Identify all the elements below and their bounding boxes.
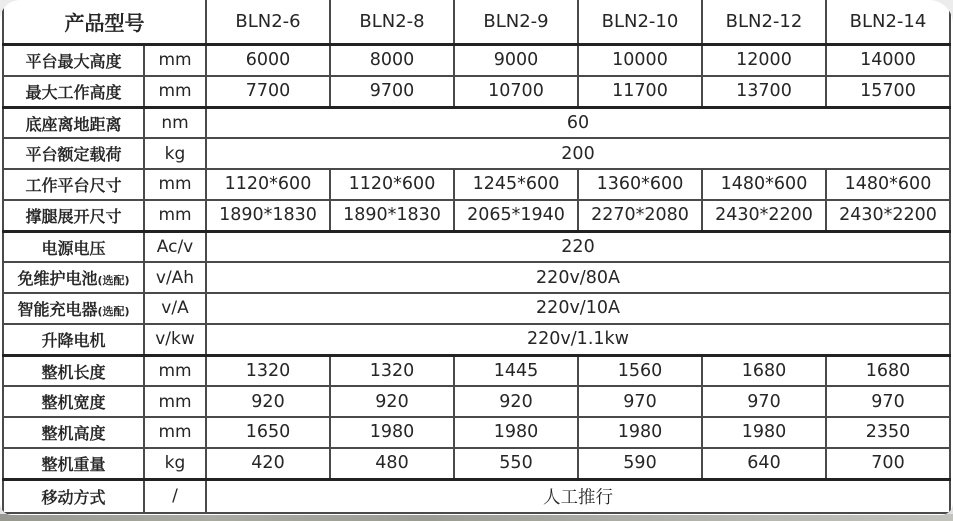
model-header-cell: BLN2-10 [578, 0, 702, 45]
unit-cell: mm [144, 386, 206, 417]
row-label-cell [3, 107, 144, 138]
value-cell: 640 [702, 448, 826, 479]
spec-row [3, 417, 950, 448]
value-cell: 1980 [330, 417, 454, 448]
row-label-text: 整机高度 [41, 423, 106, 443]
value-cell: 13700 [702, 76, 826, 107]
value-cell: 1680 [826, 355, 950, 386]
row-label-text: 升降电机 [41, 330, 106, 350]
value-cell: 970 [578, 386, 702, 417]
value-cell: 1980 [578, 417, 702, 448]
spec-row [3, 448, 950, 479]
unit-cell: kg [144, 448, 206, 479]
value-cell: 1890*1830 [330, 200, 454, 231]
unit-cell: mm [144, 200, 206, 231]
row-label-text: 移动方式 [41, 487, 106, 507]
spec-row [3, 355, 950, 386]
model-header-cell: BLN2-12 [702, 0, 826, 45]
value-cell: 920 [330, 386, 454, 417]
value-cell: 920 [454, 386, 578, 417]
spec-row [3, 386, 950, 417]
unit-cell: kg [144, 138, 206, 169]
value-cell: 480 [330, 448, 454, 479]
row-label-cell [3, 76, 144, 107]
spec-row [3, 138, 950, 169]
row-label-cell [3, 293, 144, 324]
row-label-text: 电源电压 [41, 238, 106, 258]
row-label-cell [3, 231, 144, 262]
value-cell: 12000 [702, 45, 826, 76]
spec-row [3, 169, 950, 200]
value-cell: 15700 [826, 76, 950, 107]
spec-row [3, 76, 950, 107]
value-cell: 590 [578, 448, 702, 479]
value-cell: 1480*600 [702, 169, 826, 200]
value-cell: 2270*2080 [578, 200, 702, 231]
value-cell: 10700 [454, 76, 578, 107]
spec-row [3, 324, 950, 355]
row-label-text: 整机宽度 [41, 393, 106, 413]
row-label-text: 整机长度 [41, 362, 106, 382]
row-label-text: 工作平台尺寸 [25, 175, 122, 195]
unit-cell: mm [144, 45, 206, 76]
value-cell: 970 [826, 386, 950, 417]
row-label-text: 平台额定载荷 [25, 145, 122, 165]
value-cell: 1980 [702, 417, 826, 448]
spec-table-body [3, 45, 950, 514]
model-header-cell: BLN2-6 [206, 0, 330, 45]
value-cell: 1360*600 [578, 169, 702, 200]
value-cell: 1320 [330, 355, 454, 386]
spec-row [3, 262, 950, 293]
model-header-cell: BLN2-9 [454, 0, 578, 45]
header-row [3, 0, 950, 45]
value-cell: 1680 [702, 355, 826, 386]
row-label-cell [3, 355, 144, 386]
row-label-text: 免维护电池 [17, 269, 98, 289]
merged-value-cell: 60 [206, 107, 950, 138]
value-cell: 6000 [206, 45, 330, 76]
value-cell: 1890*1830 [206, 200, 330, 231]
merged-value-cell: 220v/10A [206, 293, 950, 324]
row-label-cell [3, 386, 144, 417]
value-cell: 2350 [826, 417, 950, 448]
row-label-note: (选配) [97, 304, 130, 318]
merged-value-cell: 220v/80A [206, 262, 950, 293]
value-cell: 14000 [826, 45, 950, 76]
row-label-cell [3, 45, 144, 76]
row-label-cell [3, 262, 144, 293]
row-label-text: 最大工作高度 [25, 82, 122, 102]
row-label-text: 平台最大高度 [25, 51, 122, 71]
row-label-cell [3, 200, 144, 231]
value-cell: 1120*600 [330, 169, 454, 200]
unit-cell: v/kw [144, 324, 206, 355]
value-cell: 1245*600 [454, 169, 578, 200]
merged-value-cell: 200 [206, 138, 950, 169]
value-cell: 2430*2200 [702, 200, 826, 231]
merged-value-cell: 220 [206, 231, 950, 262]
row-label-cell [3, 324, 144, 355]
row-label-text: 底座离地距离 [25, 114, 122, 134]
value-cell: 1445 [454, 355, 578, 386]
row-label-text: 撑腿展开尺寸 [25, 206, 122, 226]
value-cell: 970 [702, 386, 826, 417]
value-cell: 920 [206, 386, 330, 417]
value-cell: 700 [826, 448, 950, 479]
unit-cell: v/Ah [144, 262, 206, 293]
row-label-cell [3, 448, 144, 479]
row-label-text: 智能充电器 [17, 299, 98, 319]
value-cell: 2065*1940 [454, 200, 578, 231]
spec-table-header [3, 0, 950, 45]
model-header-cell: BLN2-8 [330, 0, 454, 45]
value-cell: 1320 [206, 355, 330, 386]
row-label-cell [3, 138, 144, 169]
spec-row [3, 231, 950, 262]
spec-row [3, 293, 950, 324]
merged-value-cell: 220v/1.1kw [206, 324, 950, 355]
value-cell: 1120*600 [206, 169, 330, 200]
unit-cell: v/A [144, 293, 206, 324]
value-cell: 8000 [330, 45, 454, 76]
value-cell: 1980 [454, 417, 578, 448]
value-cell: 2430*2200 [826, 200, 950, 231]
unit-cell: mm [144, 169, 206, 200]
model-header-cell: BLN2-14 [826, 0, 950, 45]
value-cell: 9700 [330, 76, 454, 107]
spec-row [3, 479, 950, 513]
value-cell: 1650 [206, 417, 330, 448]
value-cell: 9000 [454, 45, 578, 76]
unit-cell: / [144, 479, 206, 513]
unit-cell: mm [144, 355, 206, 386]
row-label-cell [3, 169, 144, 200]
value-cell: 1560 [578, 355, 702, 386]
merged-value-cell: 人工推行 [206, 479, 950, 513]
value-cell: 11700 [578, 76, 702, 107]
spec-row [3, 107, 950, 138]
value-cell: 10000 [578, 45, 702, 76]
value-cell: 420 [206, 448, 330, 479]
row-label-text: 整机重量 [41, 454, 106, 474]
row-label-note: (选配) [97, 274, 130, 288]
value-cell: 550 [454, 448, 578, 479]
row-label-cell [3, 417, 144, 448]
value-cell: 7700 [206, 76, 330, 107]
unit-cell: mm [144, 417, 206, 448]
product-model-header-cell: 产品型号 [3, 0, 206, 45]
spec-row [3, 45, 950, 76]
value-cell: 1480*600 [826, 169, 950, 200]
bottom-edge-strip [0, 514, 953, 521]
row-label-cell [3, 479, 144, 513]
unit-cell: Ac/v [144, 231, 206, 262]
spec-row [3, 200, 950, 231]
unit-cell: mm [144, 76, 206, 107]
unit-cell: nm [144, 107, 206, 138]
product-spec-table [2, 0, 951, 514]
